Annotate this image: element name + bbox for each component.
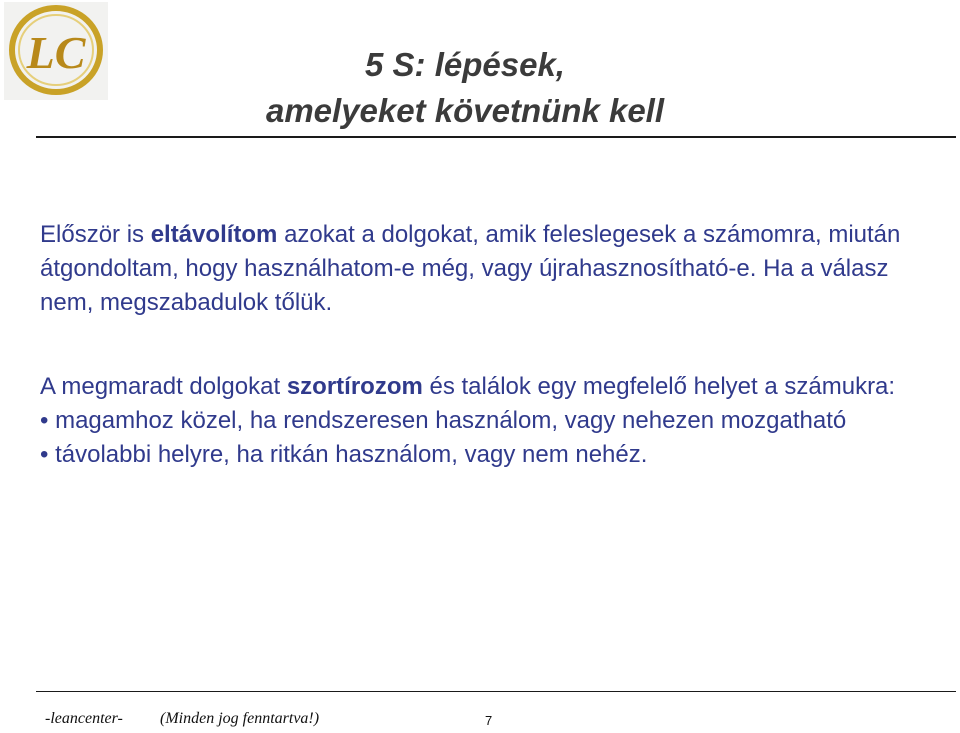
footer-divider	[36, 691, 956, 692]
paragraph-text: azokat a dolgokat, amik feleslegesek a számomra, miután átgondoltam, hogy használhatom-e még, vagy újrahasznosítható-e. Ha a válasz nem, megszabadulok tőlük.	[40, 221, 901, 316]
paragraph-sort	[40, 370, 945, 472]
footer-rights: (Minden jog fenntartva!)	[160, 710, 320, 727]
lc-logo-icon	[4, 2, 108, 100]
title-line-2: amelyeket követnünk kell	[265, 92, 665, 129]
paragraph-text: és találok egy megfelelő helyet a számukra:	[422, 373, 896, 400]
bullet-item: • magamhoz közel, ha rendszeresen használom, vagy nehezen mozgatható	[40, 407, 847, 434]
title-divider	[36, 136, 956, 138]
bullet-text: magamhoz közel, ha rendszeresen használom, vagy nehezen mozgatható	[55, 407, 847, 434]
paragraph-sort-intro	[40, 370, 945, 404]
page-title	[150, 42, 780, 134]
bullet-item: • távolabbi helyre, ha ritkán használom, vagy nem nehéz.	[40, 441, 648, 468]
emphasis-sort: szortírozom	[286, 373, 423, 400]
bullet-text: távolabbi helyre, ha ritkán használom, vagy nem nehéz.	[55, 441, 648, 468]
title-line-1: 5 S: lépések,	[365, 46, 565, 83]
footer-brand: -leancenter-	[45, 710, 123, 727]
paragraph-text: A megmaradt dolgokat	[40, 373, 287, 400]
emphasis-remove: eltávolítom	[150, 221, 278, 248]
page-number: 7	[485, 713, 493, 728]
paragraph-remove	[40, 218, 945, 320]
svg-text:LC: LC	[26, 27, 86, 78]
paragraph-text: Először is	[40, 221, 151, 248]
